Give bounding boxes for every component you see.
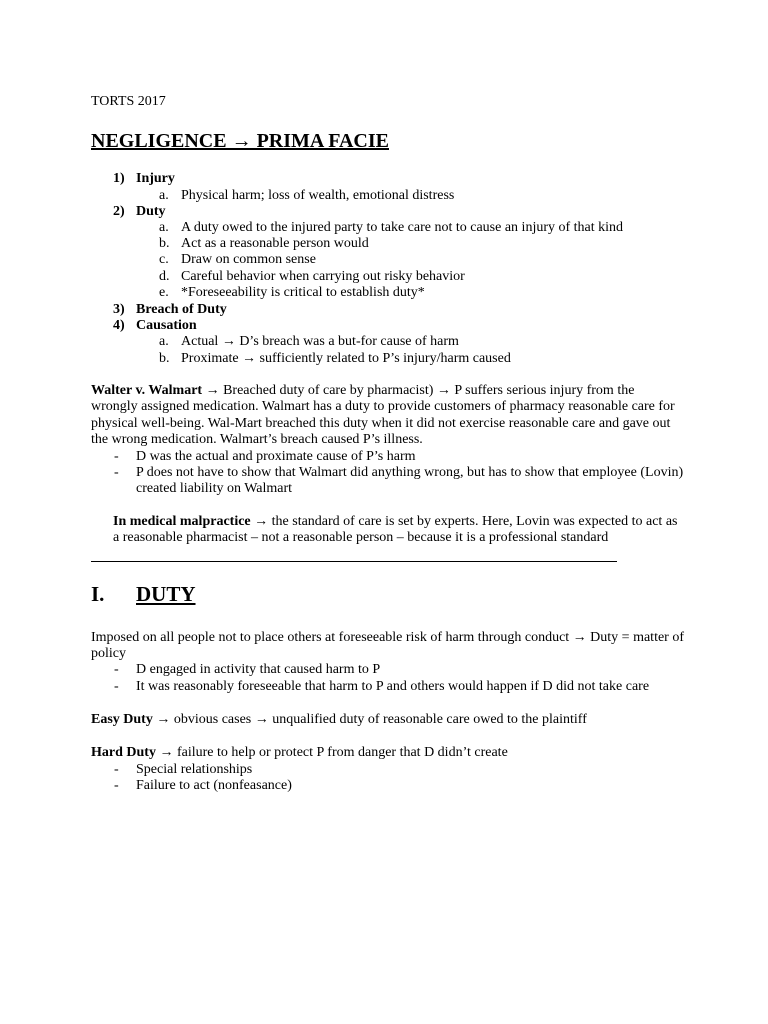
hard-duty-text: failure to help or protect P from danger that D didn’t create: [173, 745, 508, 760]
sub-letter: d.: [159, 269, 170, 284]
sub-letter: b.: [159, 351, 170, 366]
case-text-line: → Breached duty of care by pharmacist) → P suffers serious injury from the: [202, 383, 635, 398]
bullet-item-continued: created liability on Walmart: [136, 481, 293, 496]
list-number: 1): [113, 171, 125, 186]
bullet-dash: -: [114, 762, 119, 777]
sub-letter: e.: [159, 285, 169, 300]
bullet-item: D was the actual and proximate cause of P’s harm: [136, 449, 416, 464]
case-text-line: wrongly assigned medication. Walmart has a duty to provide customers of pharmacy reasonable care for: [91, 399, 675, 415]
bullet-item: D engaged in activity that caused harm to P: [136, 662, 381, 677]
list-item-injury: Injury: [136, 171, 175, 186]
bullet-dash: -: [114, 662, 119, 677]
sub-item: Proximate → sufficiently related to P’s injury/harm caused: [181, 351, 511, 366]
bullet-dash: -: [114, 778, 119, 793]
page-title: NEGLIGENCE → PRIMA FACIE: [91, 130, 389, 152]
bullet-item: P does not have to show that Walmart did anything wrong, but has to show that employee (Lovin): [136, 465, 684, 480]
sub-item: Draw on common sense: [181, 252, 316, 267]
bullet-item: It was reasonably foreseeable that harm to P and others would happen if D did not take care: [136, 679, 650, 694]
list-item-causation: Causation: [136, 318, 197, 333]
duty-intro-line: policy: [91, 646, 126, 662]
sub-item: Actual → D’s breach was a but-for cause of harm: [181, 334, 459, 349]
section-numeral: I.: [91, 582, 105, 606]
hard-duty-label: Hard Duty →: [91, 745, 174, 760]
bullet-dash: -: [114, 449, 119, 464]
hard-duty-line: [91, 745, 508, 761]
sub-letter: a.: [159, 334, 169, 349]
list-item-breach: Breach of Duty: [136, 302, 227, 317]
malpractice-text-line: a reasonable pharmacist – not a reasonable person – because it is a professional standard: [113, 530, 609, 546]
malpractice-label: In medical malpractice: [113, 514, 251, 529]
case-text-line: physical well-being. Wal-Mart breached this duty when it did not exercise reasonable care and gave out: [91, 415, 671, 431]
sub-item: *Foreseeability is critical to establish duty*: [181, 285, 425, 300]
course-label: TORTS 2017: [91, 94, 166, 109]
case-paragraph: [91, 383, 691, 448]
list-item-duty: Duty: [136, 204, 166, 219]
bullet-item: Failure to act (nonfeasance): [136, 778, 292, 793]
list-number: 4): [113, 318, 125, 333]
easy-duty-text: obvious cases → unqualified duty of reasonable care owed to the plaintiff: [170, 712, 587, 727]
sub-letter: a.: [159, 220, 169, 235]
malpractice-text-line: → the standard of care is set by experts. Here, Lovin was expected to act as: [250, 514, 678, 529]
sub-letter: b.: [159, 236, 170, 251]
sub-letter: a.: [159, 188, 169, 203]
case-name: Walter v. Walmart: [91, 383, 203, 398]
bullet-dash: -: [114, 465, 119, 480]
bullet-item: Special relationships: [136, 762, 253, 777]
section-title: DUTY: [136, 582, 196, 606]
duty-intro-line: Imposed on all people not to place others at foreseeable risk of harm through conduct → Duty = matter of: [91, 630, 684, 645]
bullet-dash: -: [114, 679, 119, 694]
sub-item: A duty owed to the injured party to take care not to cause an injury of that kind: [181, 220, 624, 235]
easy-duty-label: Easy Duty →: [91, 712, 171, 727]
duty-intro-paragraph: [91, 630, 691, 663]
sub-letter: c.: [159, 252, 169, 267]
sub-item: Act as a reasonable person would: [181, 236, 369, 251]
list-number: 3): [113, 302, 125, 317]
sub-item: Careful behavior when carrying out risky behavior: [181, 269, 465, 284]
easy-duty-line: [91, 712, 587, 728]
list-number: 2): [113, 204, 125, 219]
sub-item: Physical harm; loss of wealth, emotional distress: [181, 188, 455, 203]
case-text-line: the wrong medication. Walmart’s breach caused P’s illness.: [91, 431, 423, 447]
malpractice-paragraph: [113, 514, 693, 547]
horizontal-rule: [91, 561, 617, 562]
